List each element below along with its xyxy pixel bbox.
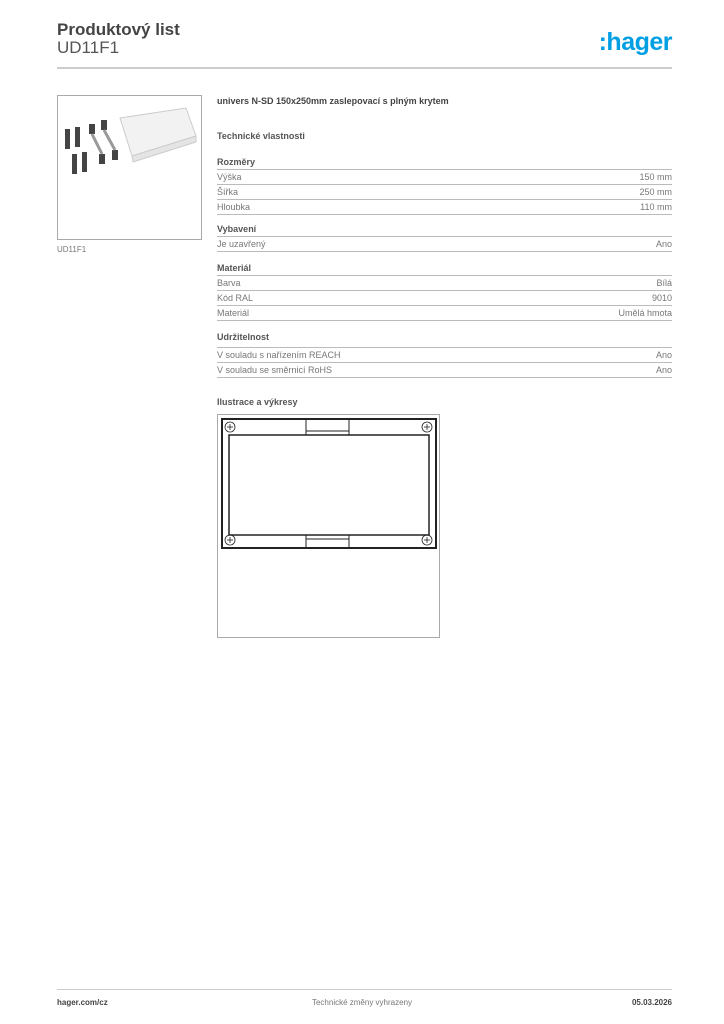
footer-website-link[interactable]: hager.com/cz [57, 998, 108, 1007]
group-title: Materiál [217, 262, 672, 276]
row-value: 250 mm [639, 187, 672, 197]
section-heading-technical: Technické vlastnosti [217, 131, 305, 141]
hager-logo: :hager [598, 28, 672, 56]
row-label: Kód RAL [217, 293, 254, 303]
page-title: Produktový list [57, 20, 180, 39]
table-row [217, 185, 672, 200]
footer-divider [57, 989, 672, 990]
image-caption: UD11F1 [57, 245, 87, 254]
row-value: Ano [655, 239, 672, 249]
row-value: 110 mm [640, 202, 672, 212]
row-label: Je uzavřený [217, 239, 266, 249]
group-material [217, 262, 672, 321]
footer-date: 05.03.2026 [631, 998, 672, 1007]
group-title: Vybavení [217, 223, 672, 237]
row-label: Hloubka [217, 202, 251, 212]
table-row [217, 237, 672, 252]
group-title: Udržitelnost [217, 331, 672, 348]
group-title: Rozměry [217, 156, 672, 170]
row-value: 150 mm [639, 172, 672, 182]
row-value: Ano [655, 365, 672, 375]
table-row [217, 363, 672, 378]
table-row [217, 200, 672, 215]
row-label: Materiál [217, 308, 250, 318]
row-label: Šířka [217, 187, 239, 197]
table-row [217, 170, 672, 185]
table-row [217, 348, 672, 363]
row-value: 9010 [651, 293, 672, 303]
row-label: V souladu s nařízením REACH [217, 350, 341, 360]
row-label: V souladu se směrnicí RoHS [217, 365, 333, 375]
table-row [217, 276, 672, 291]
section-heading-drawings: Ilustrace a výkresy [217, 397, 298, 407]
group-equipment [217, 223, 672, 252]
row-label: Výška [217, 172, 242, 182]
row-value: Bílá [656, 278, 672, 288]
technical-drawing [217, 414, 440, 638]
footer-disclaimer: Technické změny vyhrazeny [311, 998, 413, 1007]
group-dimensions [217, 156, 672, 215]
row-value: Umělá hmota [618, 308, 672, 318]
table-row [217, 291, 672, 306]
product-image [57, 95, 202, 240]
group-sustainability [217, 331, 672, 378]
product-code: UD11F1 [57, 38, 120, 57]
header-divider [57, 67, 672, 69]
table-row [217, 306, 672, 321]
row-label: Barva [217, 278, 241, 288]
product-title: univers N-SD 150x250mm zaslepovací s plným krytem [217, 96, 449, 106]
row-value: Ano [655, 350, 672, 360]
